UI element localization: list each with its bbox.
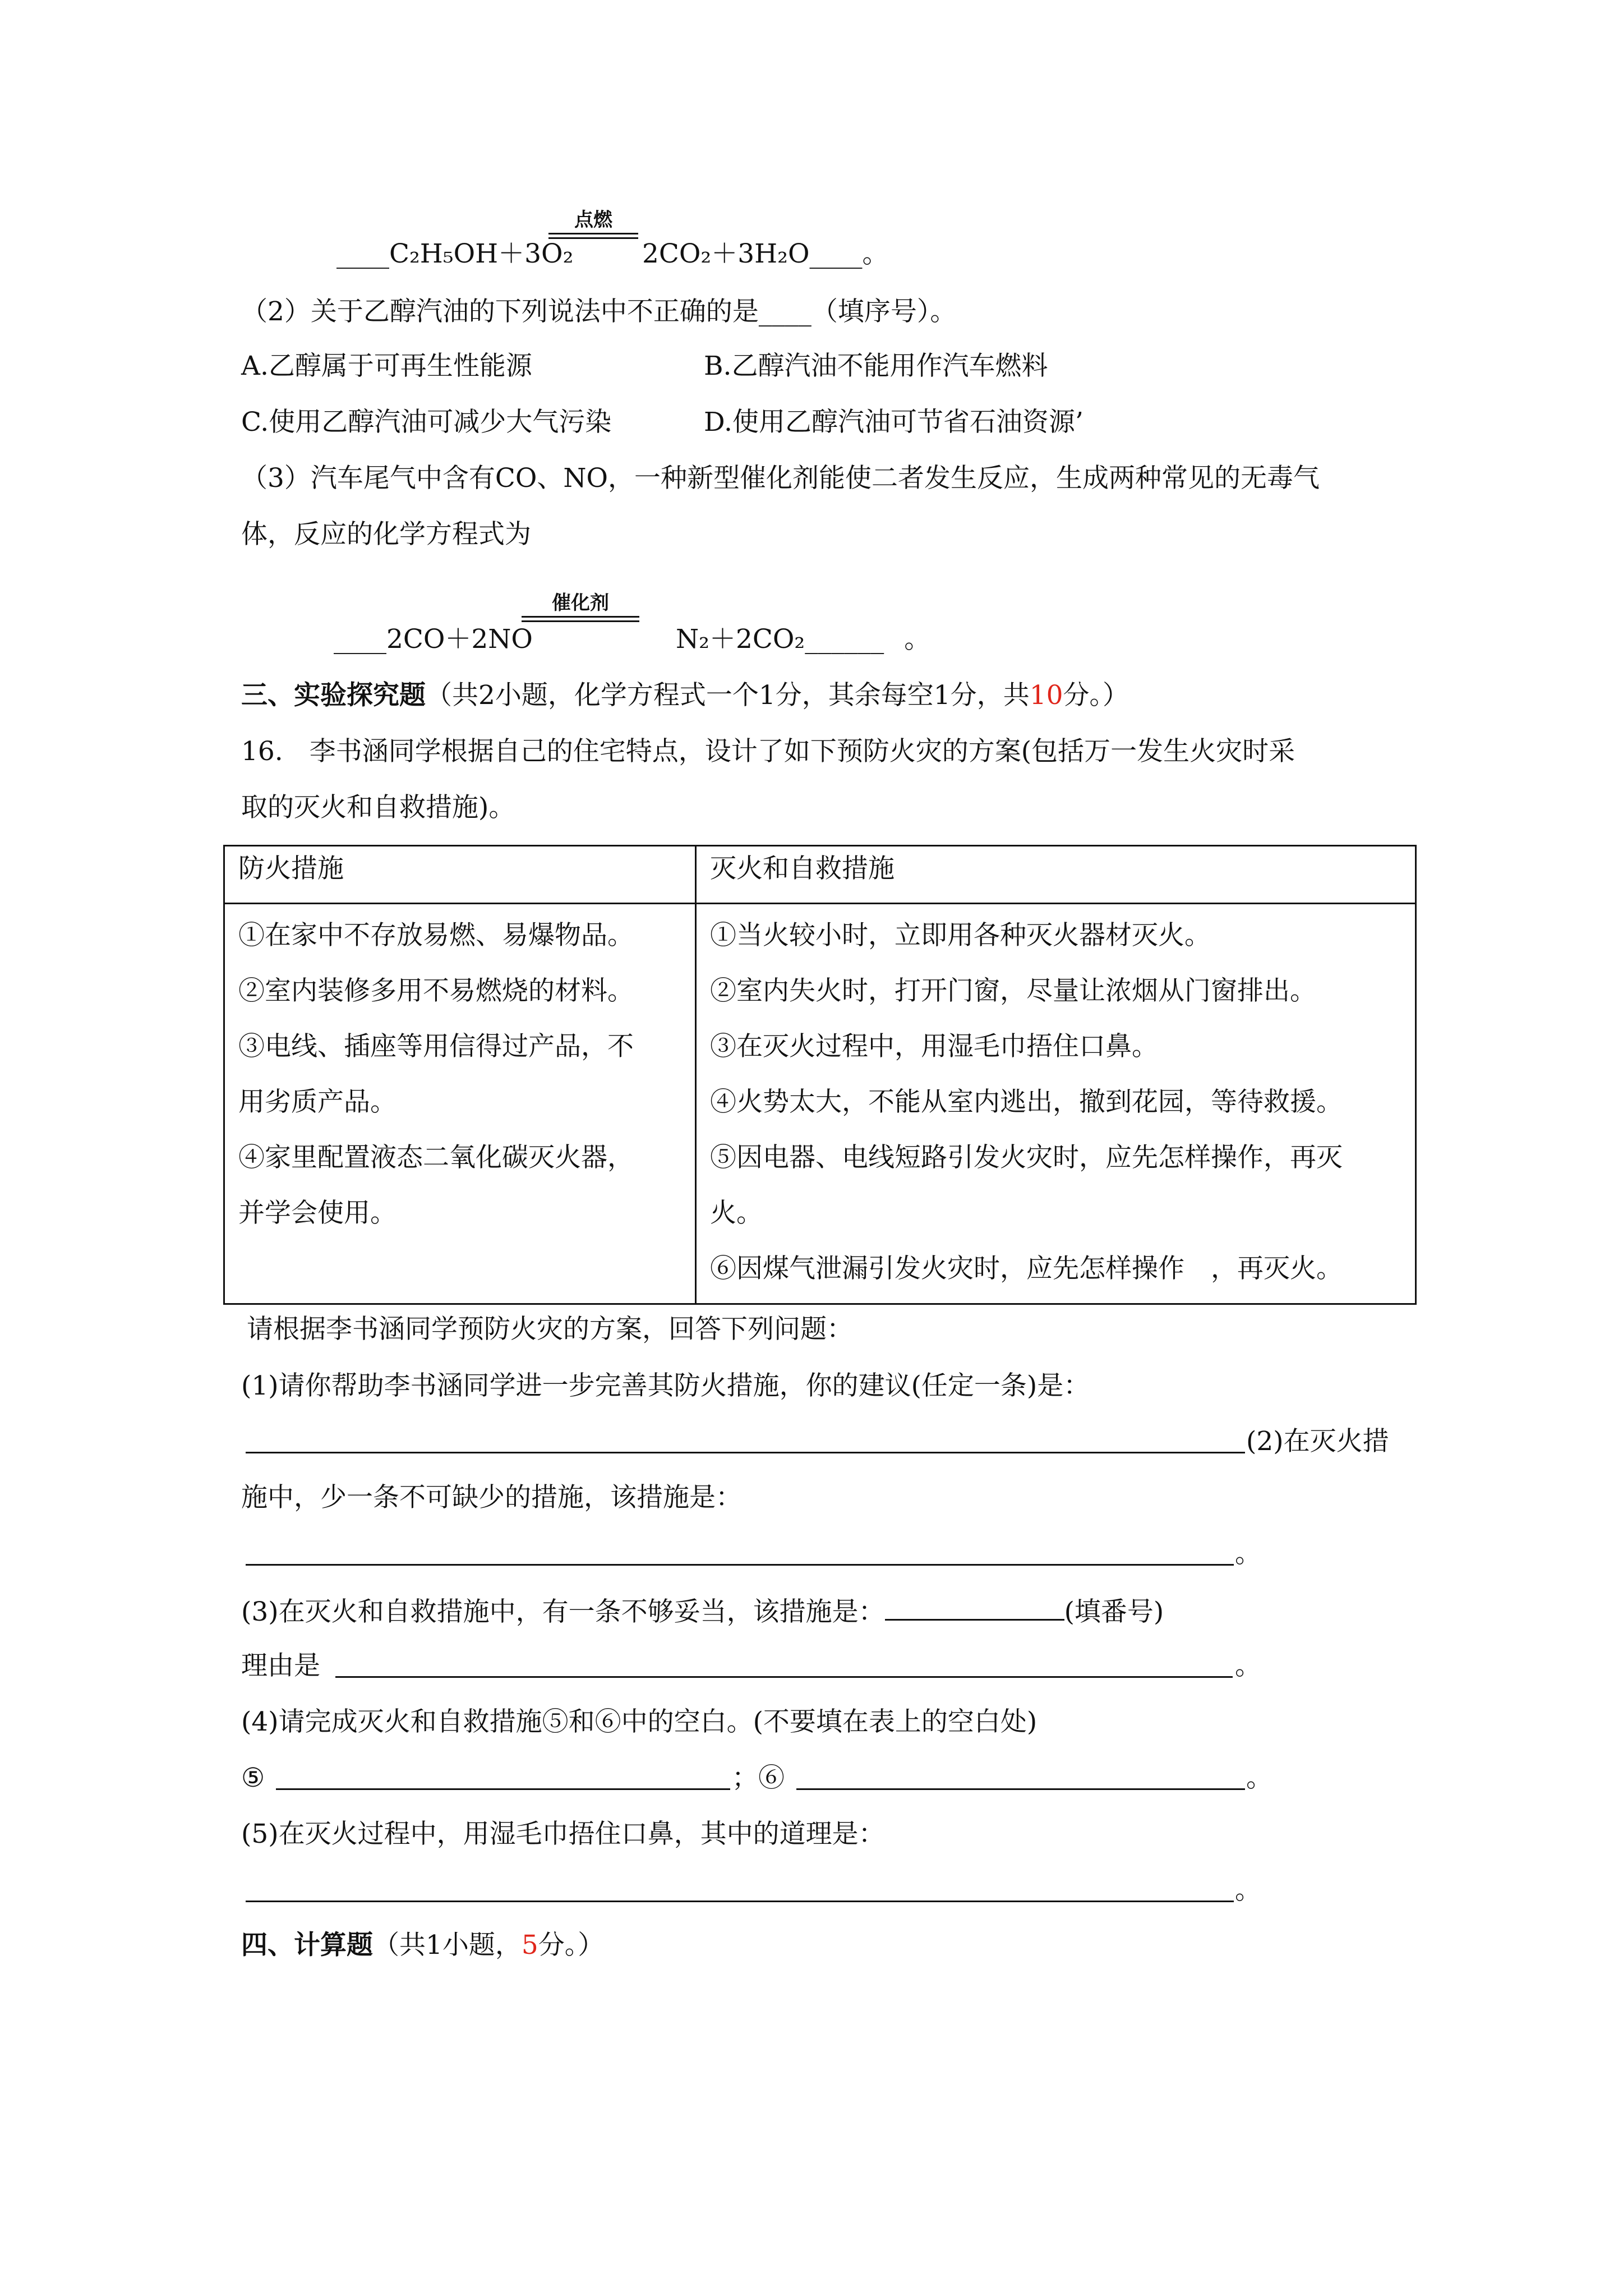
condition-label: 点燃 [574, 209, 612, 231]
answer-blank: ____ [334, 624, 386, 655]
question-5-text: (5)在灭火过程中，用湿毛巾捂住口鼻，其中的道理是： [241, 1819, 885, 1849]
list-item: ①当火较小时，立即用各种灭火器材灭火。 [710, 920, 1211, 951]
answer-line[interactable] [335, 1676, 1233, 1678]
equation-lhs: C₂H₅OH＋3O₂ [389, 238, 574, 269]
list-item: ⑥因煤气泄漏引发火灾时，应先怎样操作 ，再灭火。 [710, 1253, 1343, 1284]
answer-line[interactable] [796, 1788, 1245, 1790]
section-3-heading [241, 680, 1129, 711]
questions-intro: 请根据李书涵同学预防火灾的方案，回答下列问题： [247, 1314, 853, 1345]
table-header-row [224, 846, 1416, 904]
list-item: 火。 [710, 1198, 763, 1228]
equation-rhs: 2CO₂＋3H₂O [642, 238, 810, 269]
rescue-measures-cell [696, 904, 1416, 1304]
equation-2 [334, 624, 533, 655]
punctuation: 。 [1235, 1538, 1261, 1569]
question-3-line1: （3）汽车尾气中含有CO、NO，一种新型催化剂能使二者发生反应，生成两种常见的无毒气 [241, 463, 1320, 494]
question-16-line2: 取的灭火和自救措施)。 [241, 792, 515, 823]
list-item: 用劣质产品。 [238, 1087, 396, 1117]
fire-plan-table [223, 845, 1417, 1305]
equals-sign [522, 616, 639, 622]
punctuation: 。 [1246, 1763, 1272, 1793]
punctuation: 。 [862, 238, 889, 269]
answer-blank: ______ [805, 624, 884, 655]
answer-blank: ____ [336, 238, 389, 269]
list-item: ③电线、插座等用信得过产品，不 [238, 1031, 634, 1062]
question-2-stem: （2）关于乙醇汽油的下列说法中不正确的是____（填序号）。 [241, 296, 957, 327]
question-3-line2: 体，反应的化学方程式为 [241, 519, 531, 550]
reaction-condition [522, 592, 639, 622]
question-3b-text: 理由是 [241, 1650, 320, 1681]
list-item: ②室内装修多用不易燃烧的材料。 [238, 976, 634, 1006]
equation-lhs: 2CO＋2NO [386, 624, 533, 655]
list-item: ④家里配置液态二氧化碳灭火器， [238, 1142, 634, 1173]
equation-2-rhs [676, 624, 930, 655]
punctuation: 。 [1235, 1650, 1261, 1681]
section-note-end: 分。） [538, 1930, 605, 1961]
section-title: 四、计算题 [241, 1930, 373, 1961]
table-header: 防火措施 [224, 846, 696, 904]
prevention-measures-cell [224, 904, 696, 1304]
equation-1 [336, 238, 573, 270]
item-6-label: ；⑥ [732, 1763, 785, 1793]
condition-label: 催化剂 [552, 592, 609, 614]
answer-line[interactable] [246, 1564, 1234, 1566]
list-item: ③在灭火过程中，用湿毛巾捂住口鼻。 [710, 1031, 1158, 1062]
section-4-heading [241, 1930, 604, 1961]
section-note-end: 分。） [1063, 680, 1129, 711]
table-header: 灭火和自救措施 [696, 846, 1416, 904]
table-row [224, 904, 1416, 1304]
section-note: （共1小题， [373, 1930, 522, 1961]
section-title: 三、实验探究题 [241, 680, 426, 711]
equals-sign [548, 233, 638, 239]
answer-line[interactable] [276, 1788, 730, 1790]
punctuation: 。 [904, 624, 931, 655]
option-c: C.使用乙醇汽油可减少大气污染 [241, 407, 612, 438]
question-2a-text: (2)在灭火措 [1246, 1426, 1389, 1457]
option-d: D.使用乙醇汽油可节省石油资源’ [704, 407, 1083, 438]
list-item: 并学会使用。 [238, 1198, 396, 1228]
question-3a-label: (3)在灭火和自救措施中，有一条不够妥当，该措施是： [241, 1596, 885, 1627]
answer-line[interactable] [246, 1452, 1245, 1453]
list-item: ⑤因电器、电线短路引发火灾时，应先怎样操作，再灭 [710, 1142, 1343, 1173]
question-2b-text: 施中，少一条不可缺少的措施，该措施是： [241, 1482, 742, 1513]
question-3a-text [241, 1594, 1164, 1628]
list-item: ②室内失火时，打开门窗，尽量让浓烟从门窗排出。 [710, 976, 1316, 1006]
question-16-line1: 16. 李书涵同学根据自己的住宅特点，设计了如下预防火灾的方案(包括万一发生火灾时采 [241, 736, 1295, 767]
equation-1-rhs [642, 238, 889, 270]
section-note: （共2小题，化学方程式一个1分，其余每空1分，共 [426, 680, 1030, 711]
answer-line[interactable] [246, 1901, 1234, 1902]
list-item: ④火势太大，不能从室内逃出，撤到花园，等待救援。 [710, 1087, 1343, 1117]
item-5-label: ⑤ [241, 1763, 265, 1793]
reaction-condition [548, 209, 638, 239]
answer-blank[interactable] [885, 1594, 1064, 1621]
question-4-text: (4)请完成灭火和自救措施⑤和⑥中的空白。(不要填在表上的空白处) [241, 1706, 1038, 1737]
question-1-text: (1)请你帮助李书涵同学进一步完善其防火措施，你的建议(任定一条)是： [241, 1370, 1090, 1401]
option-a: A.乙醇属于可再生性能源 [241, 351, 532, 381]
list-item: ①在家中不存放易燃、易爆物品。 [238, 920, 634, 951]
section-points: 10 [1029, 680, 1063, 711]
option-b: B.乙醇汽油不能用作汽车燃料 [704, 351, 1048, 381]
equation-rhs: N₂＋2CO₂ [676, 624, 805, 655]
section-points: 5 [521, 1930, 538, 1961]
punctuation: 。 [1235, 1875, 1261, 1906]
answer-blank: ____ [809, 238, 863, 269]
question-3a-suffix: (填番号) [1064, 1596, 1164, 1627]
